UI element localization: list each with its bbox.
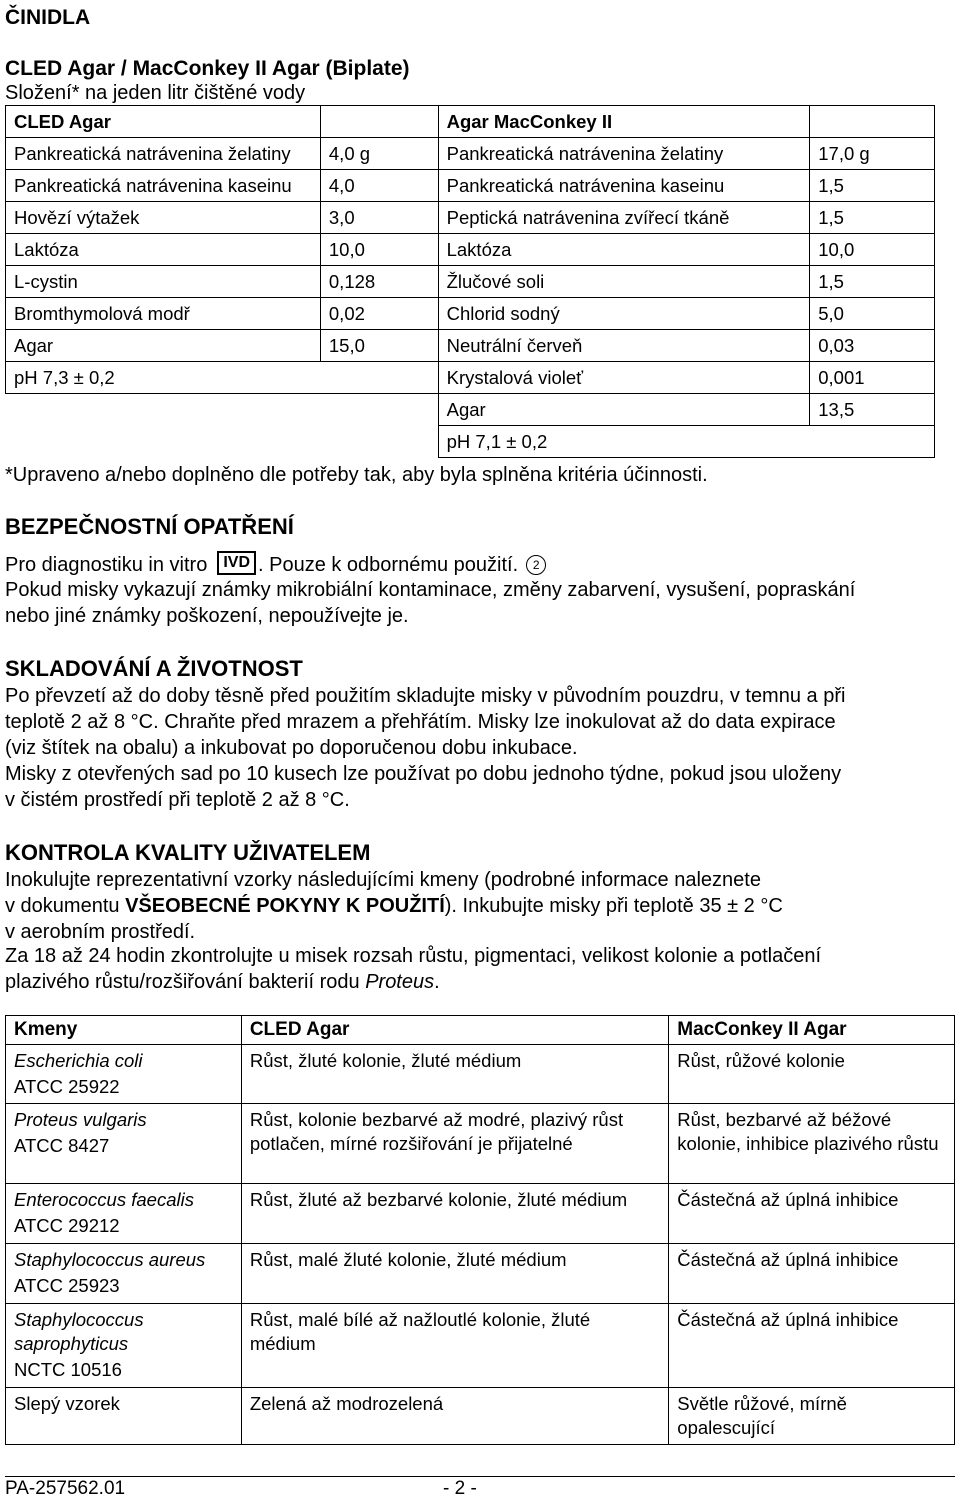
- cled-amount: 15,0: [320, 330, 438, 362]
- qc-heading: KONTROLA KVALITY UŽIVATELEM: [5, 840, 371, 865]
- mac-ingredient: Peptická natrávenina zvířecí tkáně: [438, 202, 810, 234]
- mac-ingredient: Pankreatická natrávenina želatiny: [438, 138, 810, 170]
- storage-line: (viz štítek na obalu) a inkubovat po doporučenou dobu inkubace.: [5, 737, 578, 759]
- mac-ingredient: Krystalová violeť: [438, 362, 810, 394]
- table-row-strain: Escherichia coli ATCC 25922: [6, 1045, 242, 1104]
- mac-amount: 1,5: [810, 202, 935, 234]
- mac-amount: 1,5: [810, 170, 935, 202]
- table-row-cled: Růst, žluté až bezbarvé kolonie, žluté médium: [241, 1184, 668, 1244]
- safety-line-2: Pokud misky vykazují známky mikrobiální kontaminace, změny zabarvení, vysušení, popraskání: [5, 579, 856, 601]
- ivd-text: Pro diagnostiku in vitro: [5, 554, 208, 576]
- mac-ingredient: Chlorid sodný: [438, 298, 810, 330]
- mac-amount: 17,0 g: [810, 138, 935, 170]
- storage-heading: SKLADOVÁNÍ A ŽIVOTNOST: [5, 656, 303, 681]
- doc-id: PA-257562.01: [5, 1478, 126, 1499]
- mac-ingredient: Laktóza: [438, 234, 810, 266]
- mac-header: Agar MacConkey II: [438, 106, 810, 138]
- cled-amount: 4,0 g: [320, 138, 438, 170]
- cled-amount: 0,02: [320, 298, 438, 330]
- table-row-strain: Enterococcus faecalis ATCC 29212: [6, 1184, 242, 1244]
- qc-line-3: v aerobním prostředí.: [5, 921, 196, 943]
- professional-use-text: . Pouze k odbornému použití.: [258, 554, 519, 576]
- cled-amount: 10,0: [320, 234, 438, 266]
- mac-ingredient: Pankreatická natrávenina kaseinu: [438, 170, 810, 202]
- mac-amount: 5,0: [810, 298, 935, 330]
- cled-amount: 4,0: [320, 170, 438, 202]
- composition-subtitle: Složení* na jeden litr čištěné vody: [5, 82, 306, 104]
- cled-amount: 3,0: [320, 202, 438, 234]
- mac-ph: pH 7,1 ± 0,2: [438, 426, 934, 458]
- qc-line-5: plazivého růstu/rozšiřování bakterií rodu Proteus.: [5, 971, 440, 993]
- section-title: ČINIDLA: [5, 6, 91, 29]
- mac-ingredient: Žlučové soli: [438, 266, 810, 298]
- cled-ingredient: Pankreatická natrávenina želatiny: [6, 138, 321, 170]
- footer-divider: [5, 1476, 955, 1477]
- table-row-strain: Proteus vulgaris ATCC 8427: [6, 1104, 242, 1184]
- storage-line: Po převzetí až do doby těsně před použitím skladujte misky v původním pouzdru, v temnu a při: [5, 685, 846, 707]
- qc-header-cled: CLED Agar: [241, 1016, 668, 1045]
- composition-table: [5, 105, 935, 458]
- storage-line: teplotě 2 až 8 °C. Chraňte před mrazem a přehřátím. Misky lze inokulovat až do data expirace: [5, 711, 836, 733]
- qc-line-1: Inokulujte reprezentativní vzorky následujícími kmeny (podrobné informace naleznete: [5, 869, 761, 891]
- qc-line-4: Za 18 až 24 hodin zkontrolujte u misek rozsah růstu, pigmentaci, velikost kolonie a potlačení: [5, 945, 821, 967]
- cled-ingredient: Hovězí výtažek: [6, 202, 321, 234]
- mac-amount: 0,001: [810, 362, 935, 394]
- cled-ingredient: Bromthymolová modř: [6, 298, 321, 330]
- table-row-strain: Slepý vzorek: [6, 1388, 242, 1445]
- composition-footnote: *Upraveno a/nebo doplněno dle potřeby tak, aby byla splněna kritéria účinnosti.: [5, 464, 708, 486]
- do-not-reuse-icon: 2: [526, 555, 546, 575]
- cled-ingredient: Laktóza: [6, 234, 321, 266]
- mac-ingredient: Agar: [438, 394, 810, 426]
- table-row-strain: Staphylococcus aureus ATCC 25923: [6, 1244, 242, 1304]
- storage-line: Misky z otevřených sad po 10 kusech lze používat po dobu jednoho týdne, pokud jsou uloženy: [5, 763, 842, 785]
- mac-amount: 1,5: [810, 266, 935, 298]
- table-row-cled: Růst, žluté kolonie, žluté médium: [241, 1045, 668, 1104]
- cled-ingredient: L-cystin: [6, 266, 321, 298]
- storage-line: v čistém prostředí při teplotě 2 až 8 °C.: [5, 789, 350, 811]
- table-row-cled: Růst, kolonie bezbarvé až modré, plazivý růst potlačen, mírné rozšiřování je přijatelné: [241, 1104, 668, 1184]
- product-title: CLED Agar / MacConkey II Agar (Biplate): [5, 57, 410, 80]
- safety-line-1: [5, 551, 546, 578]
- mac-amount: 13,5: [810, 394, 935, 426]
- mac-amount: 10,0: [810, 234, 935, 266]
- safety-heading: BEZPEČNOSTNÍ OPATŘENÍ: [5, 514, 294, 539]
- table-row-mac: Částečná až úplná inhibice: [669, 1304, 955, 1388]
- mac-ingredient: Neutrální červeň: [438, 330, 810, 362]
- cled-ingredient: Agar: [6, 330, 321, 362]
- qc-line-2: v dokumentu VŠEOBECNÉ POKYNY K POUŽITÍ). Inkubujte misky při teplotě 35 ± 2 °C: [5, 895, 783, 917]
- page-number: - 2 -: [443, 1478, 477, 1499]
- mac-amount: 0,03: [810, 330, 935, 362]
- table-row-cled: Růst, malé bílé až nažloutlé kolonie, žluté médium: [241, 1304, 668, 1388]
- table-row-mac: Částečná až úplná inhibice: [669, 1184, 955, 1244]
- cled-amount: 0,128: [320, 266, 438, 298]
- cled-ingredient: Pankreatická natrávenina kaseinu: [6, 170, 321, 202]
- general-instructions-ref: VŠEOBECNÉ POKYNY K POUŽITÍ: [125, 895, 445, 917]
- qc-header-mac: MacConkey II Agar: [669, 1016, 955, 1045]
- ivd-icon: IVD: [217, 551, 256, 575]
- table-row-strain: Staphylococcus saprophyticus NCTC 10516: [6, 1304, 242, 1388]
- table-row-mac: Růst, růžové kolonie: [669, 1045, 955, 1104]
- qc-table: [5, 1015, 955, 1445]
- table-row-mac: Částečná až úplná inhibice: [669, 1244, 955, 1304]
- table-row-mac: Růst, bezbarvé až béžové kolonie, inhibice plazivého růstu: [669, 1104, 955, 1184]
- table-row-cled: Zelená až modrozelená: [241, 1388, 668, 1445]
- qc-header-strains: Kmeny: [6, 1016, 242, 1045]
- table-row-cled: Růst, malé žluté kolonie, žluté médium: [241, 1244, 668, 1304]
- table-row-mac: Světle růžové, mírně opalescující: [669, 1388, 955, 1445]
- cled-ph: pH 7,3 ± 0,2: [6, 362, 439, 394]
- cled-header: CLED Agar: [6, 106, 321, 138]
- safety-line-3: nebo jiné známky poškození, nepoužívejte je.: [5, 605, 409, 627]
